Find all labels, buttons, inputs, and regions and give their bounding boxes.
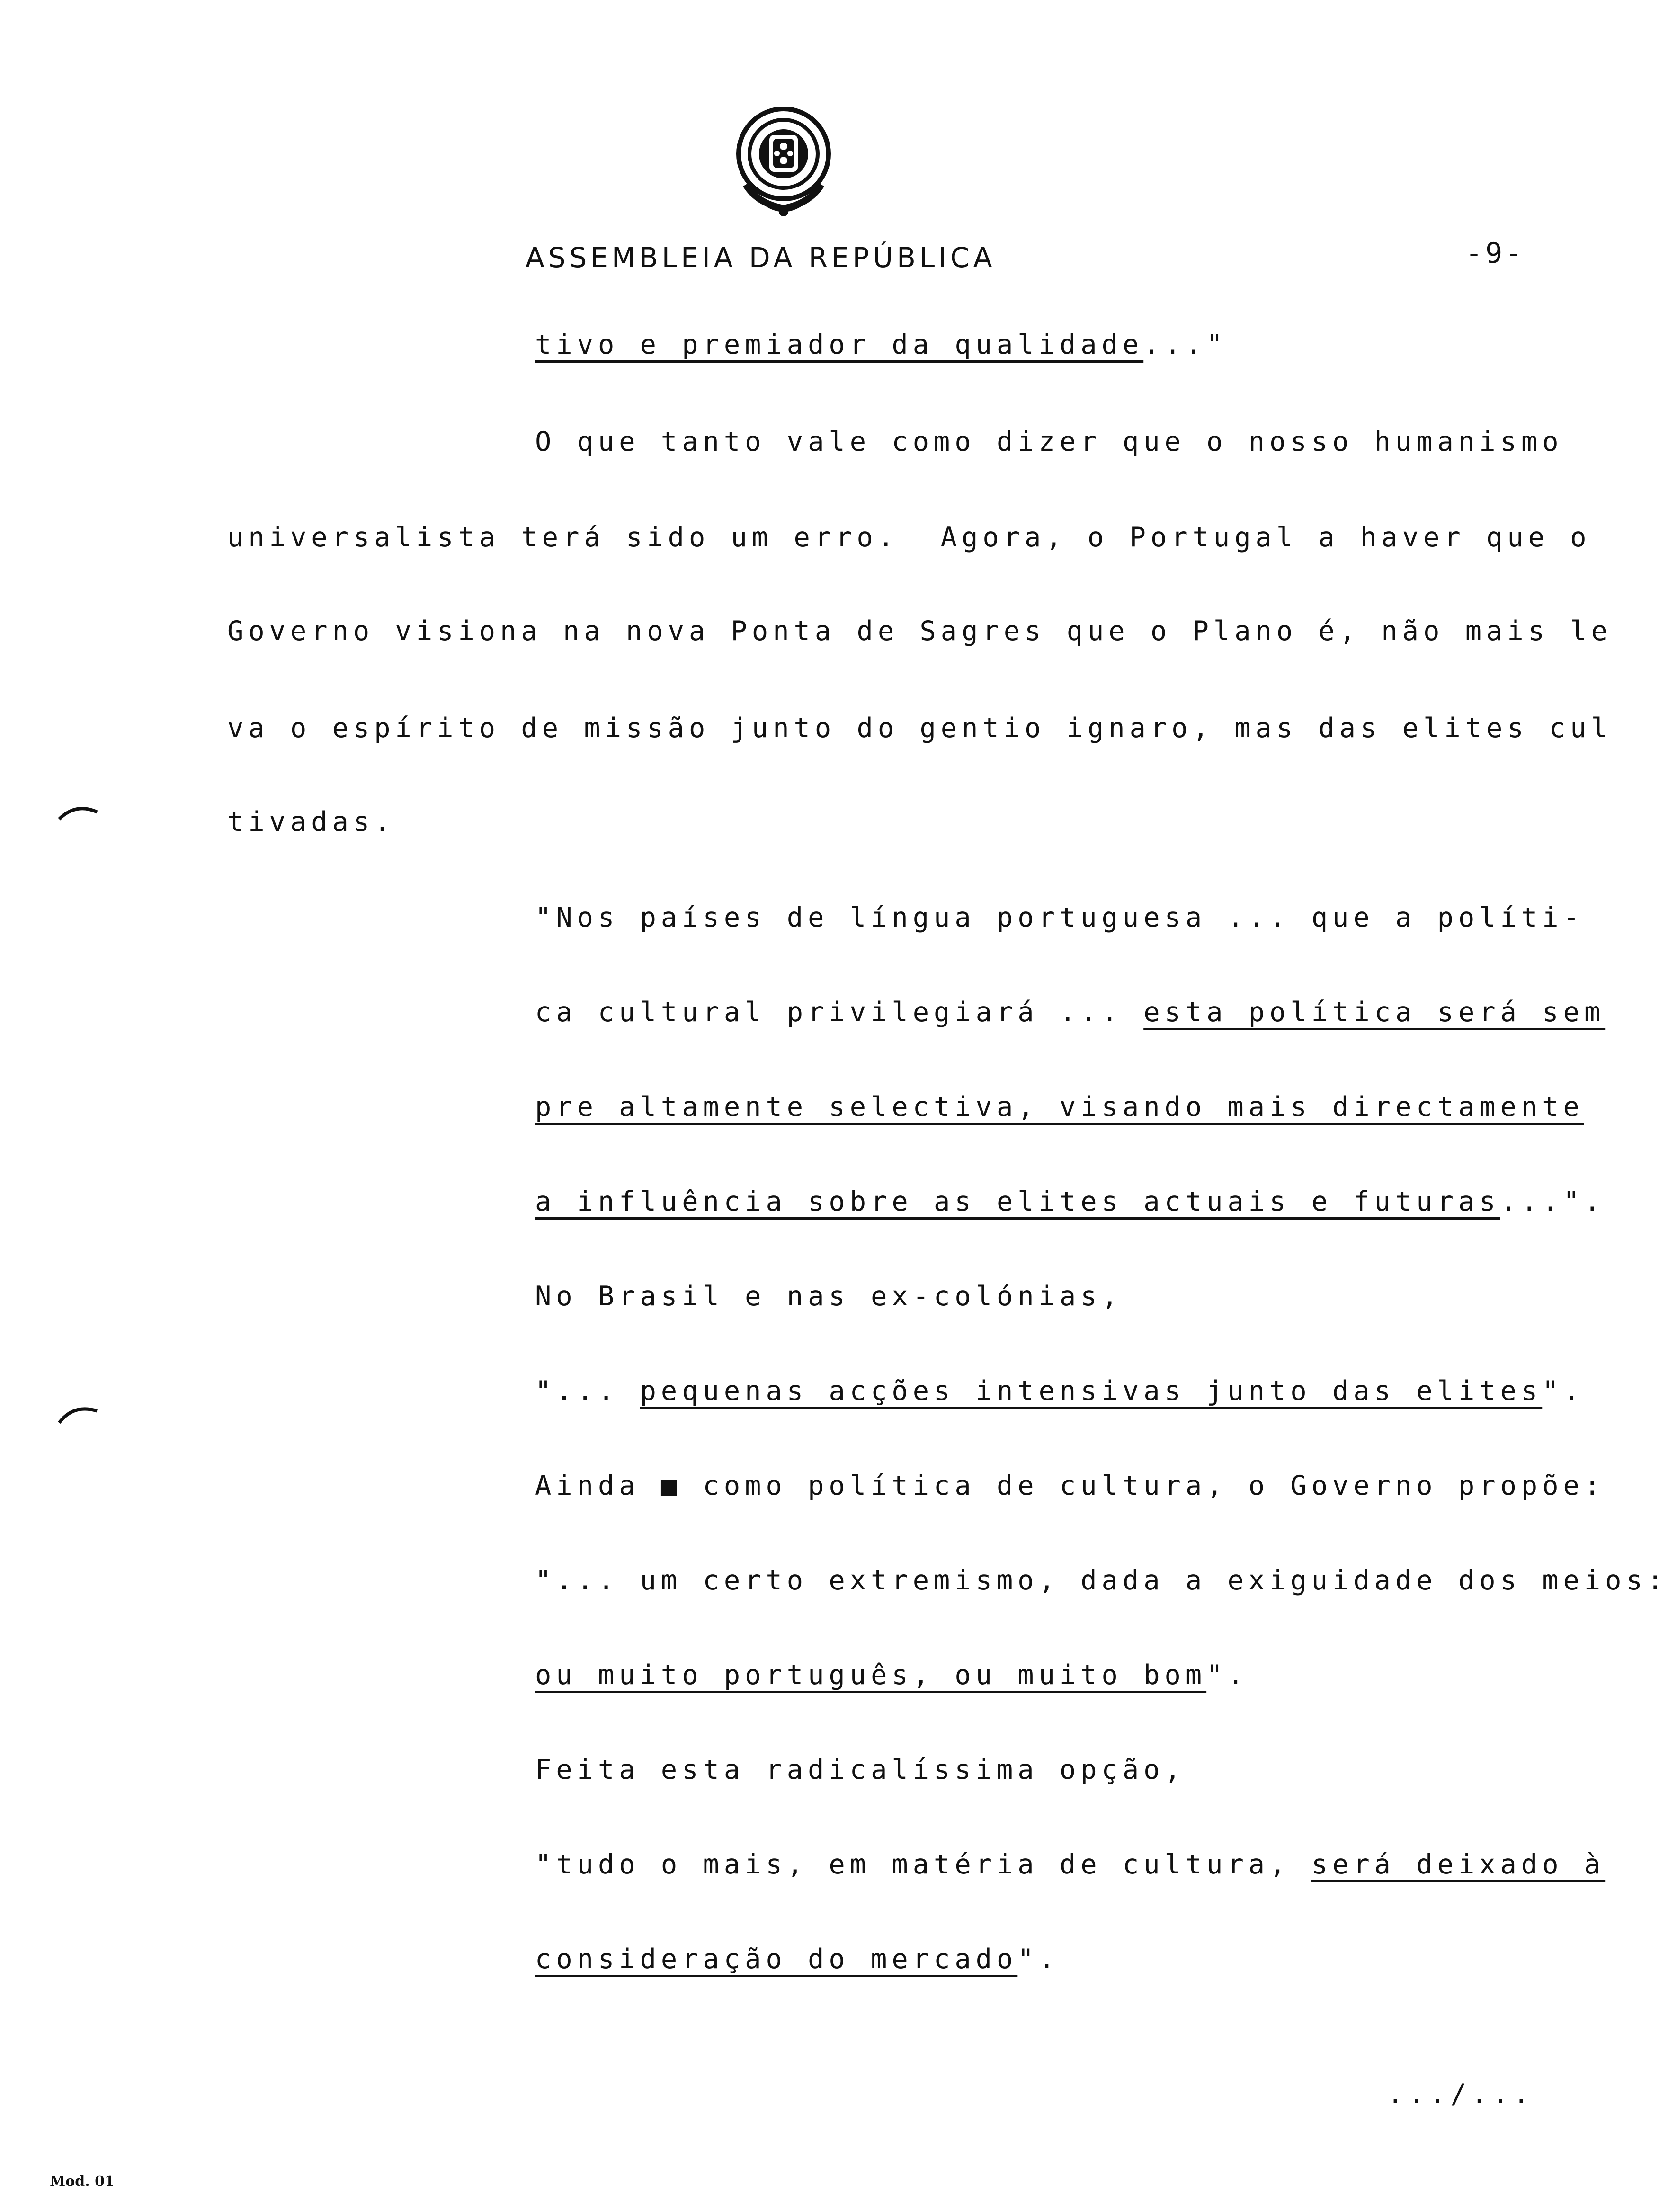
quote-line [535,1851,1605,1878]
text-line: va o espírito de missão junto do gentio ignaro, mas das elites cul [227,713,1612,744]
line-tail: ". [1017,1944,1060,1975]
continuation-mark: .../... [1387,2078,1534,2110]
line-tail: ". [1206,1659,1249,1691]
text-line [535,331,1227,358]
page-number: -9- [1465,237,1525,270]
underlined-text: a influência sobre as elites actuais e futuras [535,1186,1500,1217]
line-tail: ...". [1500,1186,1606,1217]
quote-line [535,1375,1584,1407]
line-tail: ..." [1143,329,1228,360]
underlined-text: será deixado à [1311,1849,1606,1880]
text-line: Feita esta radicalíssima opção, [535,1754,1186,1785]
quote-line [535,1188,1605,1215]
quote-line [535,999,1605,1026]
quote-line [535,1091,1584,1123]
text-line: universalista terá sido um erro. Agora, o Portugal a haver que o [227,522,1591,553]
quote-line [535,1946,1060,1973]
line-tail: ". [1542,1375,1584,1407]
quote-line: "Nos países de língua portuguesa ... que a políti- [535,902,1584,933]
text-line: Ainda ■ como política de cultura, o Governo propõe: [535,1470,1606,1501]
quote-line: "... um certo extremismo, dada a exiguidade dos meios: [535,1565,1668,1596]
underlined-text: tivo e premiador da qualidade [535,329,1144,360]
underlined-text: consideração do mercado [535,1944,1018,1975]
line-head: "tudo o mais, em matéria de cultura, [535,1849,1311,1880]
text-line: No Brasil e nas ex-colónias, [535,1281,1123,1312]
form-code: Mod. 01 [50,2173,115,2190]
line-head: ca cultural privilegiará ... [535,997,1144,1028]
punch-hole-mark-icon [57,1401,99,1425]
underlined-text: esta política será sem [1143,997,1606,1028]
underlined-text: pequenas acções intensivas junto das elites [640,1375,1543,1407]
text-line: O que tanto vale como dizer que o nosso humanismo [535,426,1563,457]
quote-line [535,1659,1249,1691]
text-line: Governo visiona na nova Ponta de Sagres que o Plano é, não mais le [227,615,1612,647]
underlined-text: pre altamente selectiva, visando mais directamente [535,1091,1584,1123]
line-head: "... [535,1375,640,1407]
institution-header: ASSEMBLEIA DA REPÚBLICA [526,241,996,274]
text-line: tivadas. [227,806,395,838]
punch-hole-mark-icon [57,800,99,824]
coat-of-arms-emblem-icon [731,102,836,220]
underlined-text: ou muito português, ou muito bom [535,1659,1207,1691]
